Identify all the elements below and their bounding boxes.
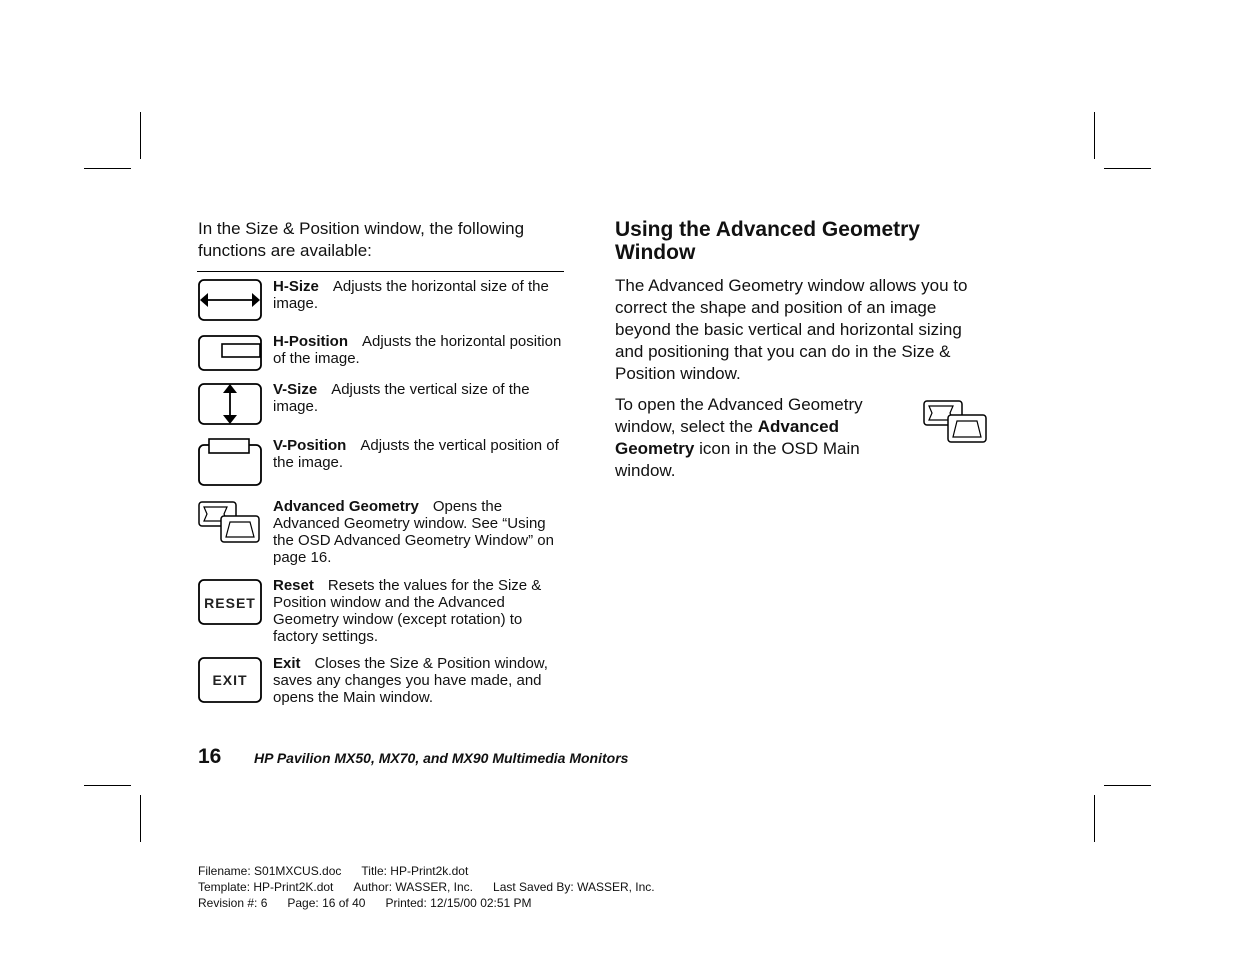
exit-icon [197, 655, 263, 705]
divider [197, 271, 564, 272]
item-desc: Adjusts the vertical position of the image. [273, 437, 559, 471]
reset-icon [197, 577, 263, 627]
item-term: H-Size [273, 278, 319, 295]
item-term: V-Size [273, 381, 318, 398]
item-term: H-Position [273, 333, 348, 350]
item-desc: Adjusts the horizontal position of the image. [273, 333, 562, 367]
crop-mark [84, 168, 131, 169]
item-text [273, 381, 563, 415]
advanced-geometry-icon [197, 498, 263, 546]
meta-page: Page: 16 of 40 [287, 896, 366, 910]
para-bold: Advanced Geometry [615, 417, 839, 458]
crop-mark [140, 112, 141, 159]
h-position-icon [197, 333, 263, 373]
item-desc: Adjusts the vertical size of the image. [273, 381, 530, 415]
running-footer-title: HP Pavilion MX50, MX70, and MX90 Multimedia Monitors [254, 750, 629, 766]
advanced-geometry-icon [922, 399, 988, 445]
doc-meta-line [198, 864, 488, 878]
item-text [273, 498, 563, 566]
page-number: 16 [198, 745, 222, 768]
item-desc: Adjusts the horizontal size of the image. [273, 278, 549, 312]
doc-meta-line [198, 896, 552, 910]
para-text: icon in the OSD Main window. [615, 439, 860, 480]
crop-mark [84, 785, 131, 786]
reset-icon-label: RESET [204, 595, 256, 611]
para-text: To open the Advanced Geometry window, select the [615, 395, 863, 436]
meta-filename: Filename: S01MXCUS.doc [198, 864, 342, 878]
meta-printed: Printed: 12/15/00 02:51 PM [385, 896, 532, 910]
item-desc: Opens the Advanced Geometry window. See “Using the OSD Advanced Geometry Window” on page 16. [273, 498, 554, 566]
item-term: V-Position [273, 437, 347, 454]
item-term: Exit [273, 655, 301, 672]
paragraph-intro: The Advanced Geometry window allows you to correct the shape and position of an image beyond the basic vertical and horizontal sizing and positioning that you can do in the Size & Position window. [615, 276, 968, 383]
paragraph-instructions [615, 394, 890, 482]
crop-mark [1104, 785, 1151, 786]
crop-mark [1094, 795, 1095, 842]
item-text [273, 333, 563, 367]
v-size-icon [197, 381, 263, 427]
item-desc: Resets the values for the Size & Position window and the Advanced Geometry window (except rotation) to factory settings. [273, 577, 542, 645]
intro-text: In the Size & Position window, the following functions are available: [198, 219, 525, 260]
crop-mark [1094, 112, 1095, 159]
meta-last-saved: Last Saved By: WASSER, Inc. [493, 880, 655, 894]
doc-meta-line [198, 880, 675, 894]
meta-author: Author: WASSER, Inc. [353, 880, 474, 894]
item-text [273, 437, 563, 471]
meta-revision: Revision #: 6 [198, 896, 268, 910]
section-heading: Using the Advanced Geometry Window [615, 218, 920, 264]
v-position-icon [197, 437, 263, 487]
item-text [273, 278, 563, 312]
item-desc: Closes the Size & Position window, saves any changes you have made, and opens the Main window. [273, 655, 548, 706]
crop-mark [1104, 168, 1151, 169]
item-text [273, 655, 563, 706]
exit-icon-label: EXIT [212, 672, 248, 688]
crop-mark [140, 795, 141, 842]
meta-title: Title: HP-Print2k.dot [361, 864, 469, 878]
item-term: Reset [273, 577, 314, 594]
item-text [273, 577, 563, 645]
item-term: Advanced Geometry [273, 498, 419, 515]
h-size-icon [197, 278, 263, 324]
meta-template: Template: HP-Print2K.dot [198, 880, 334, 894]
